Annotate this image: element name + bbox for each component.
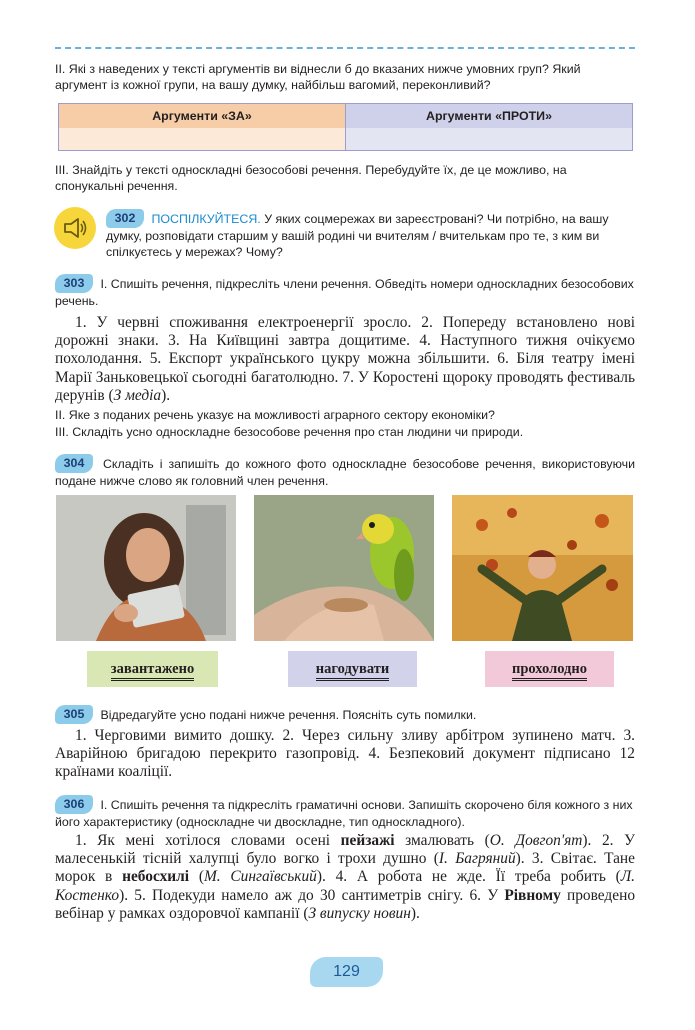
text-part: 1. Як мені хотілося словами осені: [75, 832, 341, 849]
exercise-number-badge: 305: [55, 705, 93, 724]
exercise-306-task-text: I. Спишіть речення та підкресліть граматичні основи. Запишіть скорочено біля кожного з них його характеристику (односкладне чи двоскладне, тип односкладного).: [55, 798, 633, 829]
page-number: 129: [310, 957, 383, 987]
source-note: З медіа: [113, 386, 162, 404]
exercise-number-badge: 306: [55, 795, 93, 814]
exercise-305-task-text: Відредагуйте усно подані нижче речення. Поясніть суть помилки.: [100, 708, 477, 722]
arguments-table-row: [59, 128, 632, 150]
exercise-306-sentences: [55, 832, 635, 923]
section-III-question: III. Знайдіть у тексті односкладні безособові речення. Перебудуйте їх, де це можливо, на спонукальні речення.: [55, 163, 567, 193]
photo-woman-with-tablet: [56, 495, 236, 641]
author-name: Л. Костенко: [55, 868, 635, 904]
exercise-306-task: [55, 795, 635, 830]
arguments-table-header: [59, 104, 632, 128]
exercise-304-task: [55, 454, 635, 489]
bold-word: пейзажі: [340, 832, 395, 849]
exercise-number-badge: 303: [55, 274, 93, 293]
author-name: О. Довгоп'ят: [489, 832, 583, 849]
exercise-305-task: [55, 705, 635, 724]
text-part: змалювать (: [394, 832, 490, 849]
author-name: І. Багряний: [438, 850, 516, 868]
exercise-303-task-II: II. Яке з поданих речень указує на можливості аграрного сектору економіки?: [55, 408, 495, 422]
section-II-question: II. Які з наведених у тексті аргументів ви віднесли б до вказаних нижче умовних груп? Який аргумент із кожної групи, на вашу думку, найбільш вагомий, переконливий?: [55, 62, 581, 92]
bold-word: небосхилі: [122, 868, 190, 886]
speaker-icon: [54, 207, 96, 249]
dashed-divider: [55, 47, 635, 49]
arguments-for-cell: [59, 128, 346, 150]
exercise-305-sentences: 1. Черговими вимито дошку. 2. Через сильну зливу арбітром зупинено матч. 3. Аварійною бригадою перекрито газопровід. 4. Безпековий документ підписано 12 країнами коаліції.: [55, 727, 635, 781]
photo-parrot-eating-from-hand: [254, 495, 434, 641]
source-note: З випуску новин: [308, 904, 411, 922]
word-card-3-text: прохолодно: [512, 660, 587, 681]
sentences-text: 1. У червні споживання електроенергії зросло. 2. Попереду встановлено нові дорожні знаки. 3. На Київщині завтра дощитиме. 4. Наступного тижня очікуємо похолодання. 5. Експорт українського цукру можна збільшити. 6. Біля театру імені Марії Заньковецької сьогодні багатолюдно. 7. У Коростені щороку проводять фестиваль дерунів (: [55, 314, 635, 404]
text-part: ). 4. А робота не жде. Її треба робить (: [316, 868, 621, 886]
bold-word: Рівному: [504, 886, 561, 904]
text-part: (: [189, 868, 204, 886]
text-part: ). 5. Подекуди намело аж до 30 сантиметрів снігу. 6. У: [119, 886, 505, 904]
word-card-1: [87, 651, 218, 687]
text-part: ). 3. Світає. Тане морок в: [55, 850, 635, 886]
exercise-302-text: У яких соцмережах ви зареєстровані? Чи потрібно, на вашу думку, розповідати старшим у вашій родині чи вчителям / вчителькам про те, з ким ви спілкуєтесь у мережах? Чому?: [106, 212, 609, 259]
exercise-number-badge: 304: [55, 454, 93, 473]
arguments-for-header: Аргументи «ЗА»: [59, 104, 346, 128]
discuss-label: ПОСПІЛКУЙТЕСЯ.: [151, 212, 261, 226]
word-card-2-text: нагодувати: [316, 660, 389, 681]
author-name: М. Сингаївський: [203, 868, 317, 886]
exercise-304-task-text: Складіть і запишіть до кожного фото односкладне безособове речення, використовуючи подане нижче слово як головний член речення.: [55, 457, 635, 488]
text-part: ). 2. У малесенькій тісній халупці було вогко і трохи душно (: [55, 832, 636, 868]
text-part: проведено вебінар у рамках оздоровчої кампанії (: [55, 886, 636, 922]
word-card-3: [485, 651, 614, 687]
exercise-303-task: [55, 274, 635, 309]
exercise-303-task-text: I. Спишіть речення, підкресліть члени речення. Обведіть номери односкладних безособових речень.: [55, 277, 634, 308]
exercise-303-sentences: [55, 314, 635, 405]
exercise-303-task-III: III. Складіть усно односкладне безособове речення про стан людини чи природи.: [55, 425, 524, 439]
arguments-table: [58, 103, 633, 151]
exercise-302: [106, 209, 635, 260]
exercise-number-badge: 302: [106, 209, 144, 228]
word-card-1-text: завантажено: [111, 660, 194, 681]
text-part: ).: [410, 904, 420, 922]
photo-boy-in-autumn-leaves: [452, 495, 633, 641]
word-card-2: [288, 651, 417, 687]
arguments-against-cell: [346, 128, 632, 150]
arguments-against-header: Аргументи «ПРОТИ»: [426, 109, 552, 123]
sentences-end: ).: [161, 386, 171, 404]
